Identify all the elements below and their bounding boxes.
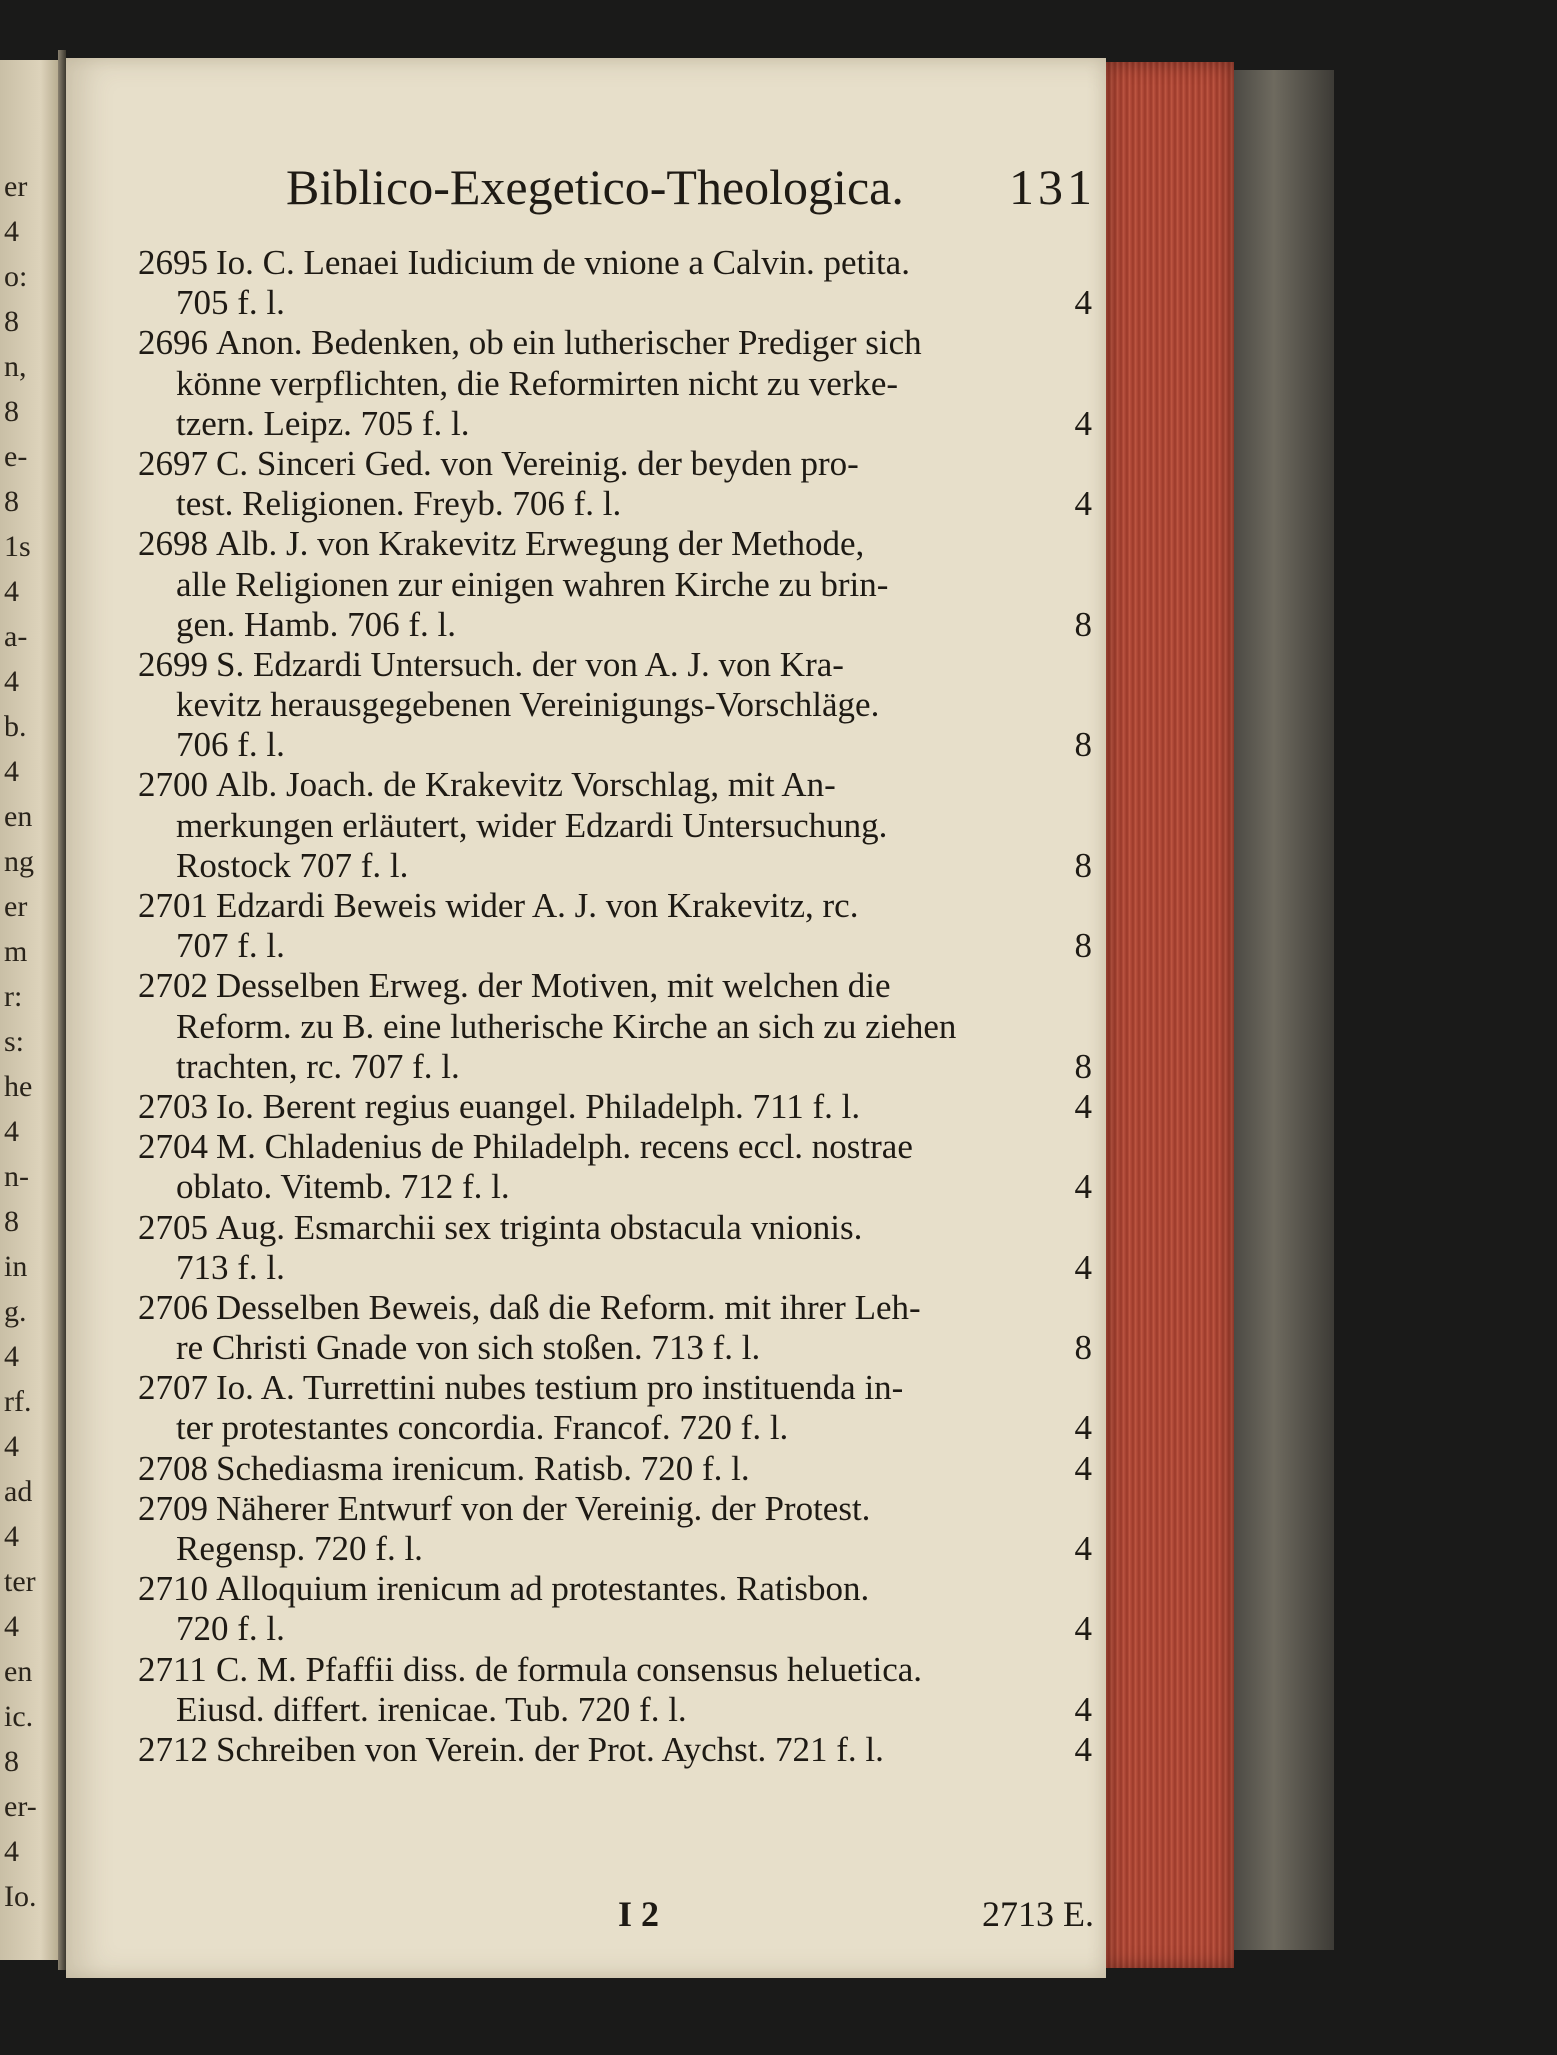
catalog-entry <box>138 444 1098 524</box>
left-page-fragment: in <box>4 1250 28 1283</box>
left-page-fragment: b. <box>4 710 27 743</box>
left-page-fragment: er <box>4 890 28 923</box>
book-page <box>66 58 1106 1978</box>
entry-text: gen. Hamb. 706 f. l. <box>176 604 456 644</box>
entry-text: Edzardi Beweis wider A. J. von Krakevitz, rc. <box>216 886 859 925</box>
left-page-fragment: 4 <box>4 1115 19 1148</box>
entry-text: Regensp. 720 f. l. <box>176 1529 423 1568</box>
entry-number: 2696 <box>138 323 208 363</box>
entry-price: 8 <box>1074 604 1092 644</box>
entry-text: Alloquium irenicum ad protestantes. Ratisbon. <box>216 1569 870 1609</box>
entry-number: 2712 <box>138 1729 208 1769</box>
running-title: Biblico-Exegetico-Theologica. <box>286 159 904 215</box>
catalog-entry <box>138 966 1098 1087</box>
entry-text: re Christi Gnade von sich stoßen. 713 f. l. <box>176 1328 761 1368</box>
left-page-fragment: 4 <box>4 755 19 788</box>
entry-text: S. Edzardi Untersuch. der von A. J. von Kra- <box>216 644 844 684</box>
catalog-entry <box>138 1288 1098 1368</box>
catalog-entry <box>138 765 1098 886</box>
catalog-entry <box>138 1569 1098 1649</box>
entry-number: 2698 <box>138 524 208 564</box>
left-page-fragment: 4 <box>4 1430 19 1463</box>
entry-text: 705 f. l. <box>176 283 285 323</box>
left-page-fragment: 4 <box>4 215 19 248</box>
entry-price: 4 <box>1074 1448 1092 1488</box>
entry-text: Desselben Beweis, daß die Reform. mit ihrer Leh- <box>216 1287 921 1327</box>
entry-text: oblato. Vitemb. 712 f. l. <box>176 1167 510 1207</box>
entry-number: 2710 <box>138 1569 208 1609</box>
left-page-fragment: n- <box>4 1160 29 1193</box>
entry-price: 4 <box>1074 1729 1092 1769</box>
entry-number: 2703 <box>138 1086 208 1126</box>
entry-text: Aug. Esmarchii sex triginta obstacula vnionis. <box>216 1207 863 1247</box>
book-gutter <box>58 50 66 1970</box>
catalog-entry <box>138 1208 1098 1288</box>
left-page-fragment: 4 <box>4 575 19 608</box>
entry-text: test. Religionen. Freyb. 706 f. l. <box>176 484 622 524</box>
left-page-fragment: Io. <box>4 1880 37 1913</box>
left-page-fragment: 8 <box>4 1205 19 1238</box>
left-page-fragment: 4 <box>4 1340 19 1373</box>
page-block-edge <box>1106 62 1234 1968</box>
left-page-fragment: 8 <box>4 305 19 338</box>
left-page-fragment: er- <box>4 1790 37 1823</box>
entry-text: kevitz herausgegebenen Vereinigungs-Vorschläge. <box>176 685 880 725</box>
left-page-fragment: 4 <box>4 1835 19 1868</box>
left-page-fragment: n, <box>4 350 27 383</box>
catalog-entry <box>138 1087 1098 1127</box>
entry-text: könne verpflichten, die Reformirten nicht zu verke- <box>176 363 899 403</box>
entry-price: 4 <box>1074 484 1092 524</box>
left-page-fragment: ad <box>4 1475 33 1508</box>
page-footer <box>138 1893 1098 1937</box>
catalog-entry <box>138 886 1098 966</box>
book-cover <box>1234 70 1334 1950</box>
entry-text: trachten, rc. 707 f. l. <box>176 1046 460 1086</box>
entry-price: 4 <box>1074 283 1092 323</box>
left-page-fragment: 4 <box>4 1610 19 1643</box>
entry-text: ter protestantes concordia. Francof. 720 f. l. <box>176 1408 789 1448</box>
entry-text: Io. C. Lenaei Iudicium de vnione a Calvin. petita. <box>216 243 910 282</box>
entry-number: 2707 <box>138 1368 208 1408</box>
catchword: 2713 E. <box>982 1894 1094 1934</box>
left-page-fragment: 8 <box>4 485 19 518</box>
catalog-entry <box>138 1368 1098 1448</box>
left-page-fragment: m <box>4 935 28 968</box>
entry-number: 2711 <box>138 1649 207 1689</box>
left-page-fragment: er <box>4 170 28 203</box>
entry-text: Alb. J. von Krakevitz Erwegung der Methode, <box>216 524 865 564</box>
left-page-fragment: rf. <box>4 1385 32 1418</box>
catalog-entry <box>138 1730 1098 1770</box>
catalog-entry <box>138 1127 1098 1207</box>
entry-number: 2702 <box>138 966 208 1006</box>
entry-price: 4 <box>1074 1689 1092 1729</box>
entry-text: 713 f. l. <box>176 1247 285 1287</box>
entry-text: Schreiben von Verein. der Prot. Aychst. 721 f. l. <box>216 1729 884 1769</box>
left-page-fragment: 8 <box>4 395 19 428</box>
entry-text: Reform. zu B. eine lutherische Kirche an sich zu ziehen <box>176 1006 957 1046</box>
catalog-entries <box>138 243 1098 1770</box>
left-page-fragment: e- <box>4 440 28 473</box>
entry-text: C. M. Pfaffii diss. de formula consensus heluetica. <box>216 1649 923 1689</box>
entry-price: 4 <box>1074 1167 1092 1207</box>
left-page-fragment: s: <box>4 1025 25 1058</box>
left-page-fragment: 4 <box>4 665 19 698</box>
page-number: 131 <box>1009 159 1096 215</box>
entry-text: 707 f. l. <box>176 926 285 966</box>
left-page-fragment: ter <box>4 1565 36 1598</box>
left-page-fragment: ic. <box>4 1700 34 1733</box>
entry-price: 4 <box>1074 1408 1092 1448</box>
signature-mark: I 2 <box>618 1894 660 1934</box>
entry-number: 2695 <box>138 243 208 282</box>
left-page-fragment: en <box>4 800 33 833</box>
left-page-fragment: 1s <box>4 530 31 563</box>
entry-text: Näherer Entwurf von der Vereinig. der Protest. <box>216 1488 871 1528</box>
running-header <box>216 158 1096 238</box>
entry-price: 4 <box>1074 1529 1092 1568</box>
entry-price: 8 <box>1074 1046 1092 1086</box>
entry-text: Desselben Erweg. der Motiven, mit welchen die <box>216 966 891 1006</box>
entry-price: 4 <box>1074 403 1092 443</box>
catalog-entry <box>138 323 1098 444</box>
left-page-fragment: 4 <box>4 1520 19 1553</box>
left-page-fragment: en <box>4 1655 33 1688</box>
entry-number: 2708 <box>138 1448 208 1488</box>
entry-number: 2699 <box>138 644 208 684</box>
left-page-fragment: 8 <box>4 1745 19 1778</box>
entry-text: 706 f. l. <box>176 725 285 765</box>
left-page-fragment: g. <box>4 1295 27 1328</box>
entry-text: M. Chladenius de Philadelph. recens eccl. nostrae <box>216 1127 913 1167</box>
entry-text: Alb. Joach. de Krakevitz Vorschlag, mit An- <box>216 765 836 805</box>
left-page-fragment: a- <box>4 620 28 653</box>
entry-text: alle Religionen zur einigen wahren Kirche zu brin- <box>176 564 889 604</box>
catalog-entry <box>138 243 1098 323</box>
entry-number: 2701 <box>138 886 208 925</box>
entry-text: Rostock 707 f. l. <box>176 845 409 885</box>
entry-price: 8 <box>1074 1328 1092 1368</box>
entry-number: 2697 <box>138 443 208 483</box>
left-page-fragment: he <box>4 1070 33 1103</box>
entry-price: 4 <box>1074 1609 1092 1649</box>
catalog-entry <box>138 1650 1098 1730</box>
entry-text: tzern. Leipz. 705 f. l. <box>176 403 470 443</box>
entry-price: 8 <box>1074 725 1092 765</box>
entry-number: 2709 <box>138 1488 208 1528</box>
entry-number: 2700 <box>138 765 208 805</box>
entry-text: Io. A. Turrettini nubes testium pro instituenda in- <box>216 1368 904 1408</box>
entry-text: Anon. Bedenken, ob ein lutherischer Prediger sich <box>216 323 922 363</box>
entry-price: 4 <box>1074 1247 1092 1287</box>
entry-number: 2706 <box>138 1287 208 1327</box>
left-page-fragment: o: <box>4 260 28 293</box>
left-page-fragment: r: <box>4 980 23 1013</box>
entry-price: 4 <box>1074 1086 1092 1126</box>
catalog-entry <box>138 1449 1098 1489</box>
entry-number: 2705 <box>138 1207 208 1247</box>
previous-page-edge <box>0 60 58 1960</box>
entry-price: 8 <box>1074 926 1092 966</box>
entry-text: C. Sinceri Ged. von Vereinig. der beyden pro- <box>216 443 859 483</box>
catalog-entry <box>138 1489 1098 1569</box>
entry-text: Eiusd. differt. irenicae. Tub. 720 f. l. <box>176 1689 687 1729</box>
entry-price: 8 <box>1074 845 1092 885</box>
entry-number: 2704 <box>138 1127 208 1167</box>
entry-text: Io. Berent regius euangel. Philadelph. 711 f. l. <box>216 1086 861 1126</box>
left-page-fragment: ng <box>4 845 34 878</box>
entry-text: 720 f. l. <box>176 1609 285 1649</box>
entry-text: merkungen erläutert, wider Edzardi Untersuchung. <box>176 805 888 845</box>
catalog-entry <box>138 645 1098 766</box>
catalog-entry <box>138 524 1098 645</box>
entry-text: Schediasma irenicum. Ratisb. 720 f. l. <box>216 1448 750 1488</box>
